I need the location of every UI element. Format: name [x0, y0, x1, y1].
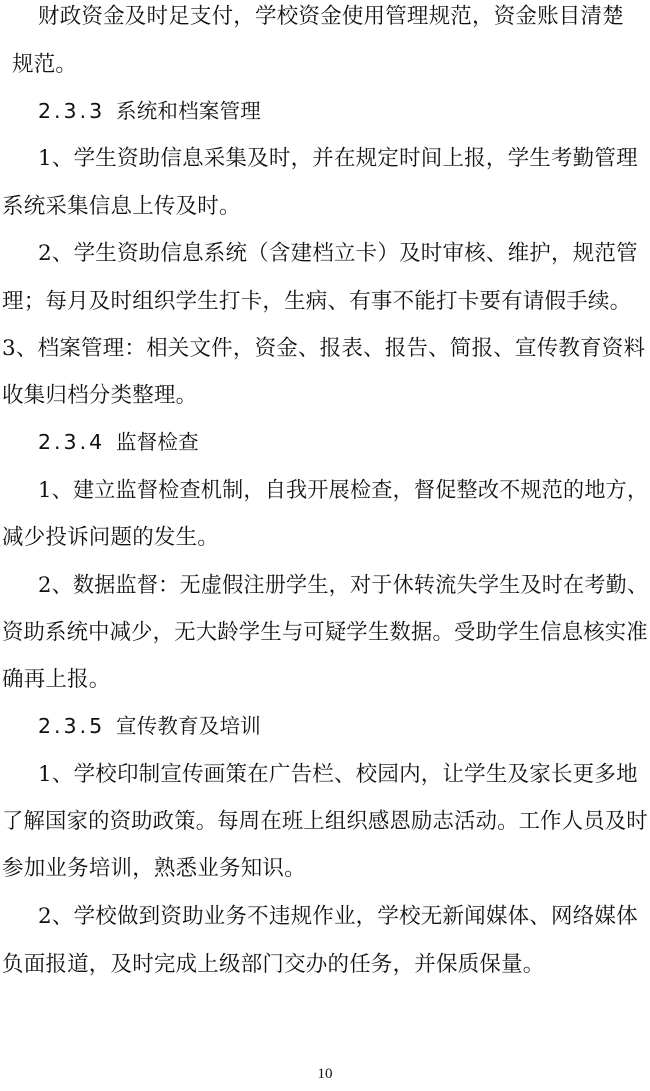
- body-text-line: 2、学校做到资助业务不违规作业，学校无新闻媒体、网络媒体: [38, 904, 638, 929]
- body-text-line: 了解国家的资助政策。每周在班上组织感恩励志活动。工作人员及时: [2, 809, 648, 834]
- section-number: 2.3.3: [38, 99, 106, 123]
- body-text-line: 规范。: [12, 52, 78, 77]
- body-text-line: 确再上报。: [2, 667, 111, 692]
- body-text-line: 参加业务培训，熟悉业务知识。: [2, 856, 306, 881]
- body-text-line: 1、建立监督检查机制，自我开展检查，督促整改不规范的地方，: [38, 478, 649, 503]
- body-text-line: 收集归档分类整理。: [2, 383, 198, 408]
- body-text-line: 2、学生资助信息系统（含建档立卡）及时审核、维护，规范管: [38, 241, 638, 266]
- body-text-line: 资助系统中减少，无大龄学生与可疑学生数据。受助学生信息核实准: [2, 620, 648, 645]
- section-title: 监督检查: [116, 430, 199, 454]
- body-text-line: 财政资金及时足支付，学校资金使用管理规范，资金账目清楚: [38, 4, 624, 29]
- body-text-line: 理；每月及时组织学生打卡，生病、有事不能打卡要有请假手续。: [2, 289, 632, 314]
- body-text-line: 3、档案管理：相关文件，资金、报表、报告、简报、宣传教育资料: [2, 336, 646, 361]
- section-title: 系统和档案管理: [116, 99, 261, 123]
- body-text-line: 1、学生资助信息采集及时，并在规定时间上报，学生考勤管理: [38, 146, 638, 171]
- body-text-line: 负面报道，及时完成上级部门交办的任务，并保质保量。: [2, 952, 545, 977]
- section-heading: [38, 711, 261, 741]
- body-text-line: 减少投诉问题的发生。: [2, 525, 220, 550]
- section-heading: [38, 96, 261, 126]
- section-number: 2.3.4: [38, 430, 106, 454]
- body-text-line: 1、学校印制宣传画策在广告栏、校园内，让学生及家长更多地: [38, 762, 638, 787]
- page-number: 10: [317, 1066, 333, 1082]
- body-text-line: 2、数据监督：无虚假注册学生，对于休转流失学生及时在考勤、: [38, 573, 649, 598]
- body-text-line: 系统采集信息上传及时。: [2, 194, 241, 219]
- section-heading: [38, 427, 199, 457]
- section-title: 宣传教育及培训: [116, 714, 261, 738]
- section-number: 2.3.5: [38, 714, 106, 738]
